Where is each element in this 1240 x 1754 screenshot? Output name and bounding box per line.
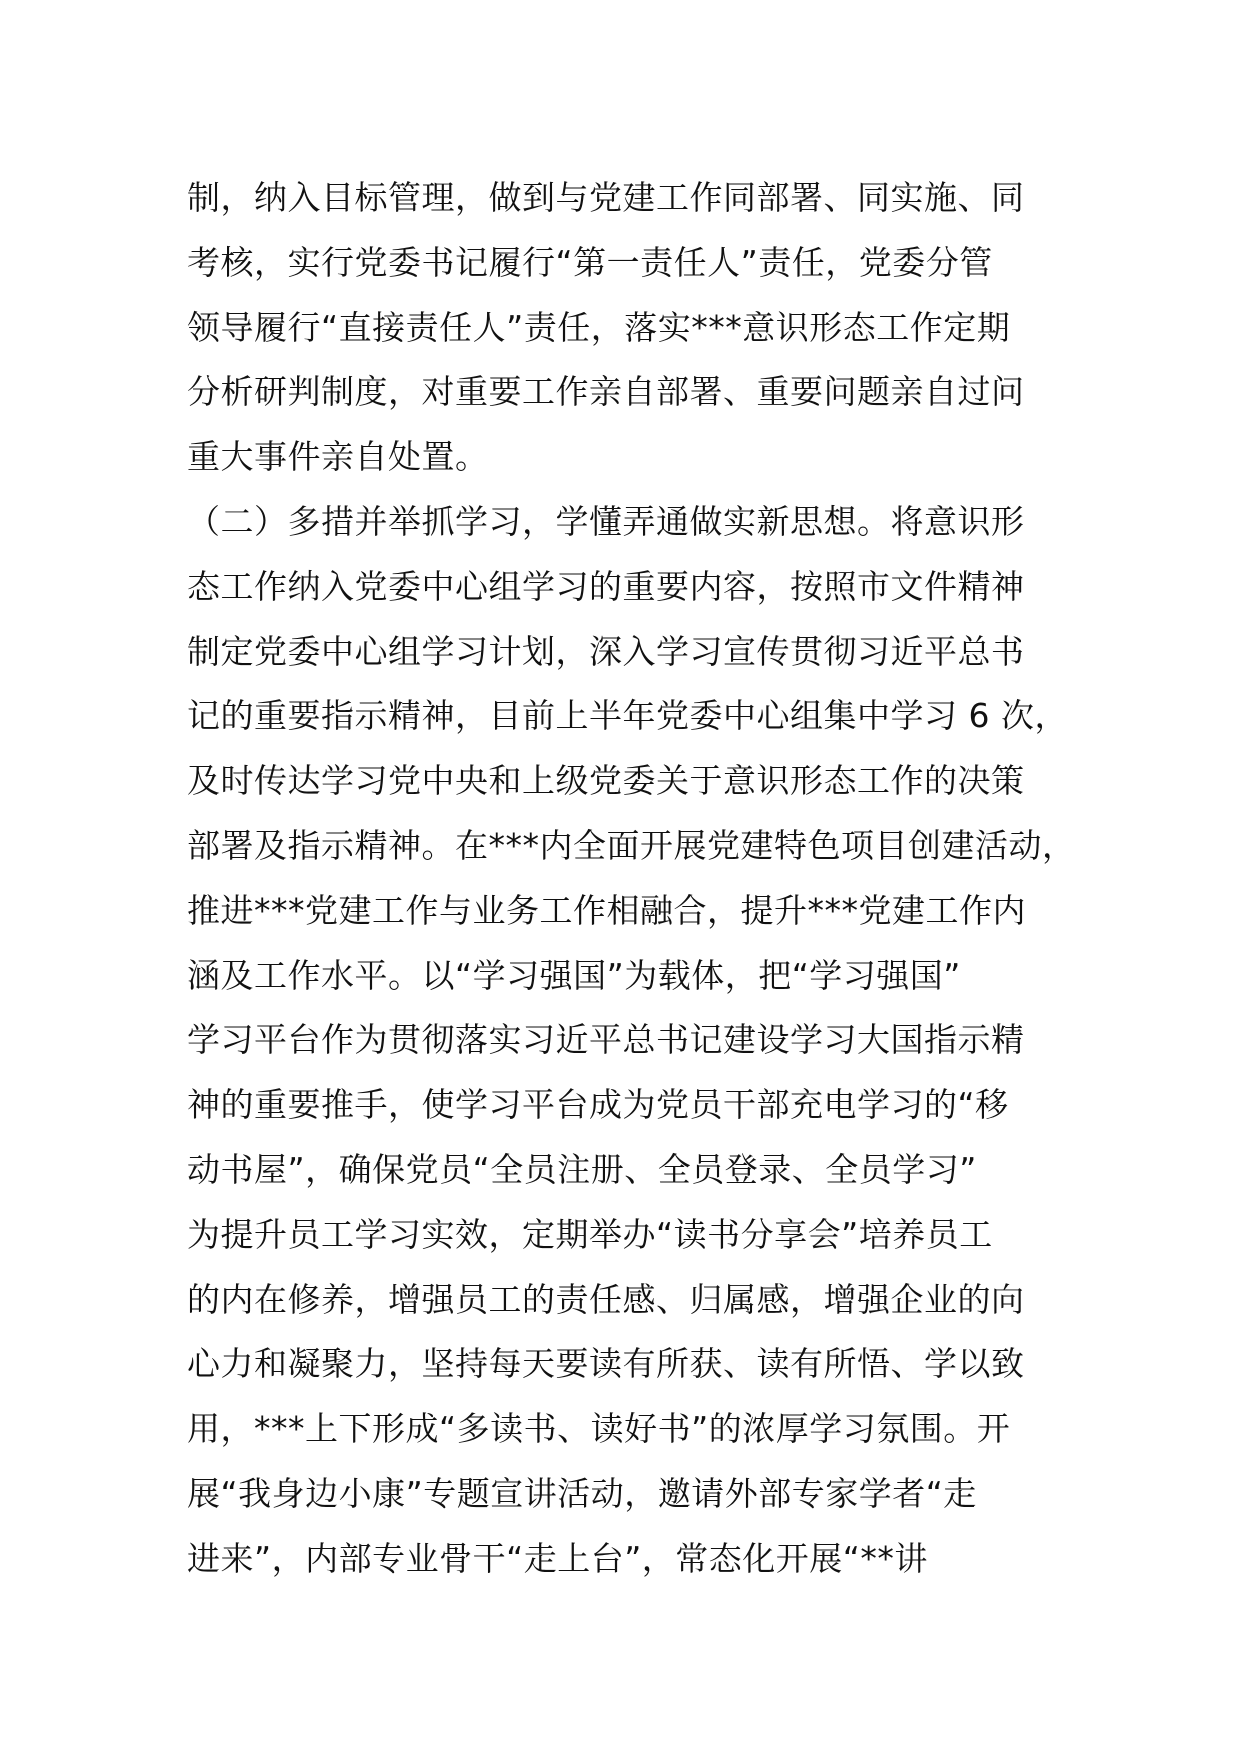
text-line: 展“我身边小康”专题宣讲活动，邀请外部专家学者“走	[187, 1473, 977, 1513]
body-text	[187, 166, 1087, 1592]
text-line: 学习平台作为贯彻落实习近平总书记建设学习大国指示精	[187, 1020, 1025, 1060]
text-line: 神的重要推手，使学习平台成为党员干部充电学习的“移	[187, 1085, 1009, 1125]
text-line: 进来”，内部专业骨干“走上台”，常态化开展“**讲	[187, 1538, 928, 1578]
text-line: 为提升员工学习实效，定期举办“读书分享会”培养员工	[187, 1214, 993, 1254]
text-line: 心力和凝聚力，坚持每天要读有所获、读有所悟、学以致	[187, 1344, 1025, 1384]
text-line: 涵及工作水平。以“学习强国”为载体，把“学习强国”	[187, 955, 961, 995]
text-line: 考核，实行党委书记履行“第一责任人”责任，党委分管	[187, 242, 993, 282]
text-line: 态工作纳入党委中心组学习的重要内容，按照市文件精神	[187, 566, 1025, 606]
text-line: 推进***党建工作与业务工作相融合，提升***党建工作内	[187, 890, 1026, 930]
text-line: 用，***上下形成“多读书、读好书”的浓厚学习氛围。开	[187, 1409, 1011, 1449]
text-line: 动书屋”，确保党员“全员注册、全员登录、全员学习”	[187, 1149, 977, 1189]
text-line: 重大事件亲自处置。	[187, 437, 489, 477]
text-line: 记的重要指示精神，目前上半年党委中心组集中学习 6 次，	[187, 696, 1068, 736]
text-line: 制，纳入目标管理，做到与党建工作同部署、同实施、同	[187, 178, 1025, 217]
section-heading-line: （二）多措并举抓学习，学懂弄通做实新思想。将意识形	[187, 501, 1025, 541]
text-line: 的内在修养，增强员工的责任感、归属感，增强企业的向	[187, 1279, 1025, 1319]
text-line: 及时传达学习党中央和上级党委关于意识形态工作的决策	[187, 761, 1025, 801]
text-line: 制定党委中心组学习计划，深入学习宣传贯彻习近平总书	[187, 631, 1025, 671]
text-line: 部署及指示精神。在***内全面开展党建特色项目创建活动，	[187, 825, 1076, 865]
text-line: 分析研判制度，对重要工作亲自部署、重要问题亲自过问	[187, 372, 1025, 412]
text-line: 领导履行“直接责任人”责任，落实***意识形态工作定期	[187, 307, 1011, 347]
